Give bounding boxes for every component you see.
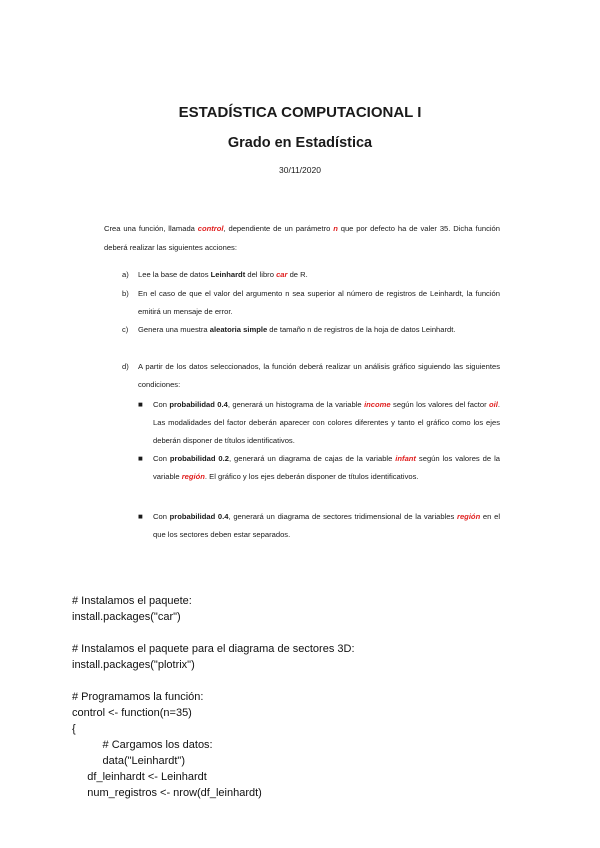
code-line: install.packages("plotrix") xyxy=(72,659,195,671)
intro-text-2: , dependiente de un parámetro xyxy=(223,224,334,233)
intro-text-3: que por defecto ha de valer 35. Dicha función deberá realizar las siguientes acciones: xyxy=(104,224,500,252)
item-c-bold: aleatoria simple xyxy=(209,325,268,334)
list-item-label: a) xyxy=(122,270,129,279)
bullet-1-factor: oil xyxy=(489,400,498,409)
list-item-label: c) xyxy=(122,325,129,334)
bullet-1-text-2: , generará un histograma de la variable xyxy=(227,400,365,409)
document-title: ESTADÍSTICA COMPUTACIONAL I xyxy=(178,104,422,121)
bullet-2-text-4: . El gráfico y los ejes deberán disponer de títulos identificativos. xyxy=(204,472,419,481)
bullet-3-probability: probabilidad 0.4 xyxy=(169,512,229,521)
intro-text-1: Crea una función, llamada xyxy=(104,224,198,233)
code-line: install.packages("car") xyxy=(72,611,181,623)
code-line: control <- function(n=35) xyxy=(72,707,192,719)
item-b-text: En el caso de que el valor del argumento n sea superior al número de registros de Leinhardt, la función emitirá un mensaje de error. xyxy=(138,289,500,316)
item-c-text-1: Genera una muestra xyxy=(138,325,210,334)
bullet-1-probability: probabilidad 0.4 xyxy=(169,400,228,409)
item-c-text-2: de tamaño n de registros de la hoja de datos Leinhardt. xyxy=(267,325,456,334)
bullet-2-variable: infant xyxy=(395,454,416,463)
bullet-1-variable: income xyxy=(364,400,391,409)
code-block xyxy=(72,577,355,817)
bullet-1-text-4: . Las modalidades del factor deberán aparecer con colores diferentes y tanto el gráfico como los ejes deberán disponer de títulos identificativos. xyxy=(153,400,500,445)
item-d-text: A partir de los datos seleccionados, la función deberá realizar un análisis gráfico siguiendo las siguientes condiciones: xyxy=(138,362,500,389)
code-line: data("Leinhardt") xyxy=(72,755,185,767)
bullet-2-text-3: según los valores de la variable xyxy=(153,454,500,481)
item-a-text-1: Lee la base de datos xyxy=(138,270,211,279)
bullet-2-text-2: , generará un diagrama de cajas de la variable xyxy=(228,454,396,463)
bullet-icon: ■ xyxy=(138,512,143,521)
item-a-text-3: de R. xyxy=(287,270,308,279)
code-line: # Instalamos el paquete: xyxy=(72,595,192,607)
bullet-3-text-1: Con xyxy=(153,512,170,521)
bullet-1-text-3: según los valores del factor xyxy=(390,400,490,409)
document-subtitle: Grado en Estadística xyxy=(227,135,373,151)
item-a-bold: Leinhardt xyxy=(210,270,246,279)
bullet-icon: ■ xyxy=(138,454,143,463)
intro-paragraph xyxy=(104,219,500,257)
document-date: 30/11/2020 xyxy=(279,165,321,175)
code-line: { xyxy=(72,723,76,735)
bullet-2-region: región xyxy=(181,472,205,481)
code-line: # Instalamos el paquete para el diagrama de sectores 3D: xyxy=(72,643,355,655)
code-line xyxy=(72,625,355,641)
code-line: df_leinhardt <- Leinhardt xyxy=(72,771,207,783)
code-line: # Cargamos los datos: xyxy=(72,739,213,751)
bullet-3-text-2: , generará un diagrama de sectores tridimensional de la variables xyxy=(228,512,457,521)
bullet-icon: ■ xyxy=(138,400,143,409)
function-name: control xyxy=(197,224,224,233)
bullet-2-text-1: Con xyxy=(153,454,170,463)
bullet-2-probability: probabilidad 0.2 xyxy=(169,454,229,463)
list-item-label: b) xyxy=(122,289,129,298)
code-line: # Programamos la función: xyxy=(72,691,204,703)
bullet-3-text-3: en el que los sectores deben estar separados. xyxy=(153,512,501,539)
item-a-text-2: del libro xyxy=(245,270,277,279)
code-line xyxy=(72,673,355,689)
code-line: num_registros <- nrow(df_leinhardt) xyxy=(72,787,262,799)
item-a-package: car xyxy=(276,270,288,279)
bullet-3-region: región xyxy=(457,512,481,521)
list-item-label: d) xyxy=(122,362,129,371)
bullet-1-text-1: Con xyxy=(153,400,170,409)
param-name: n xyxy=(333,224,338,233)
